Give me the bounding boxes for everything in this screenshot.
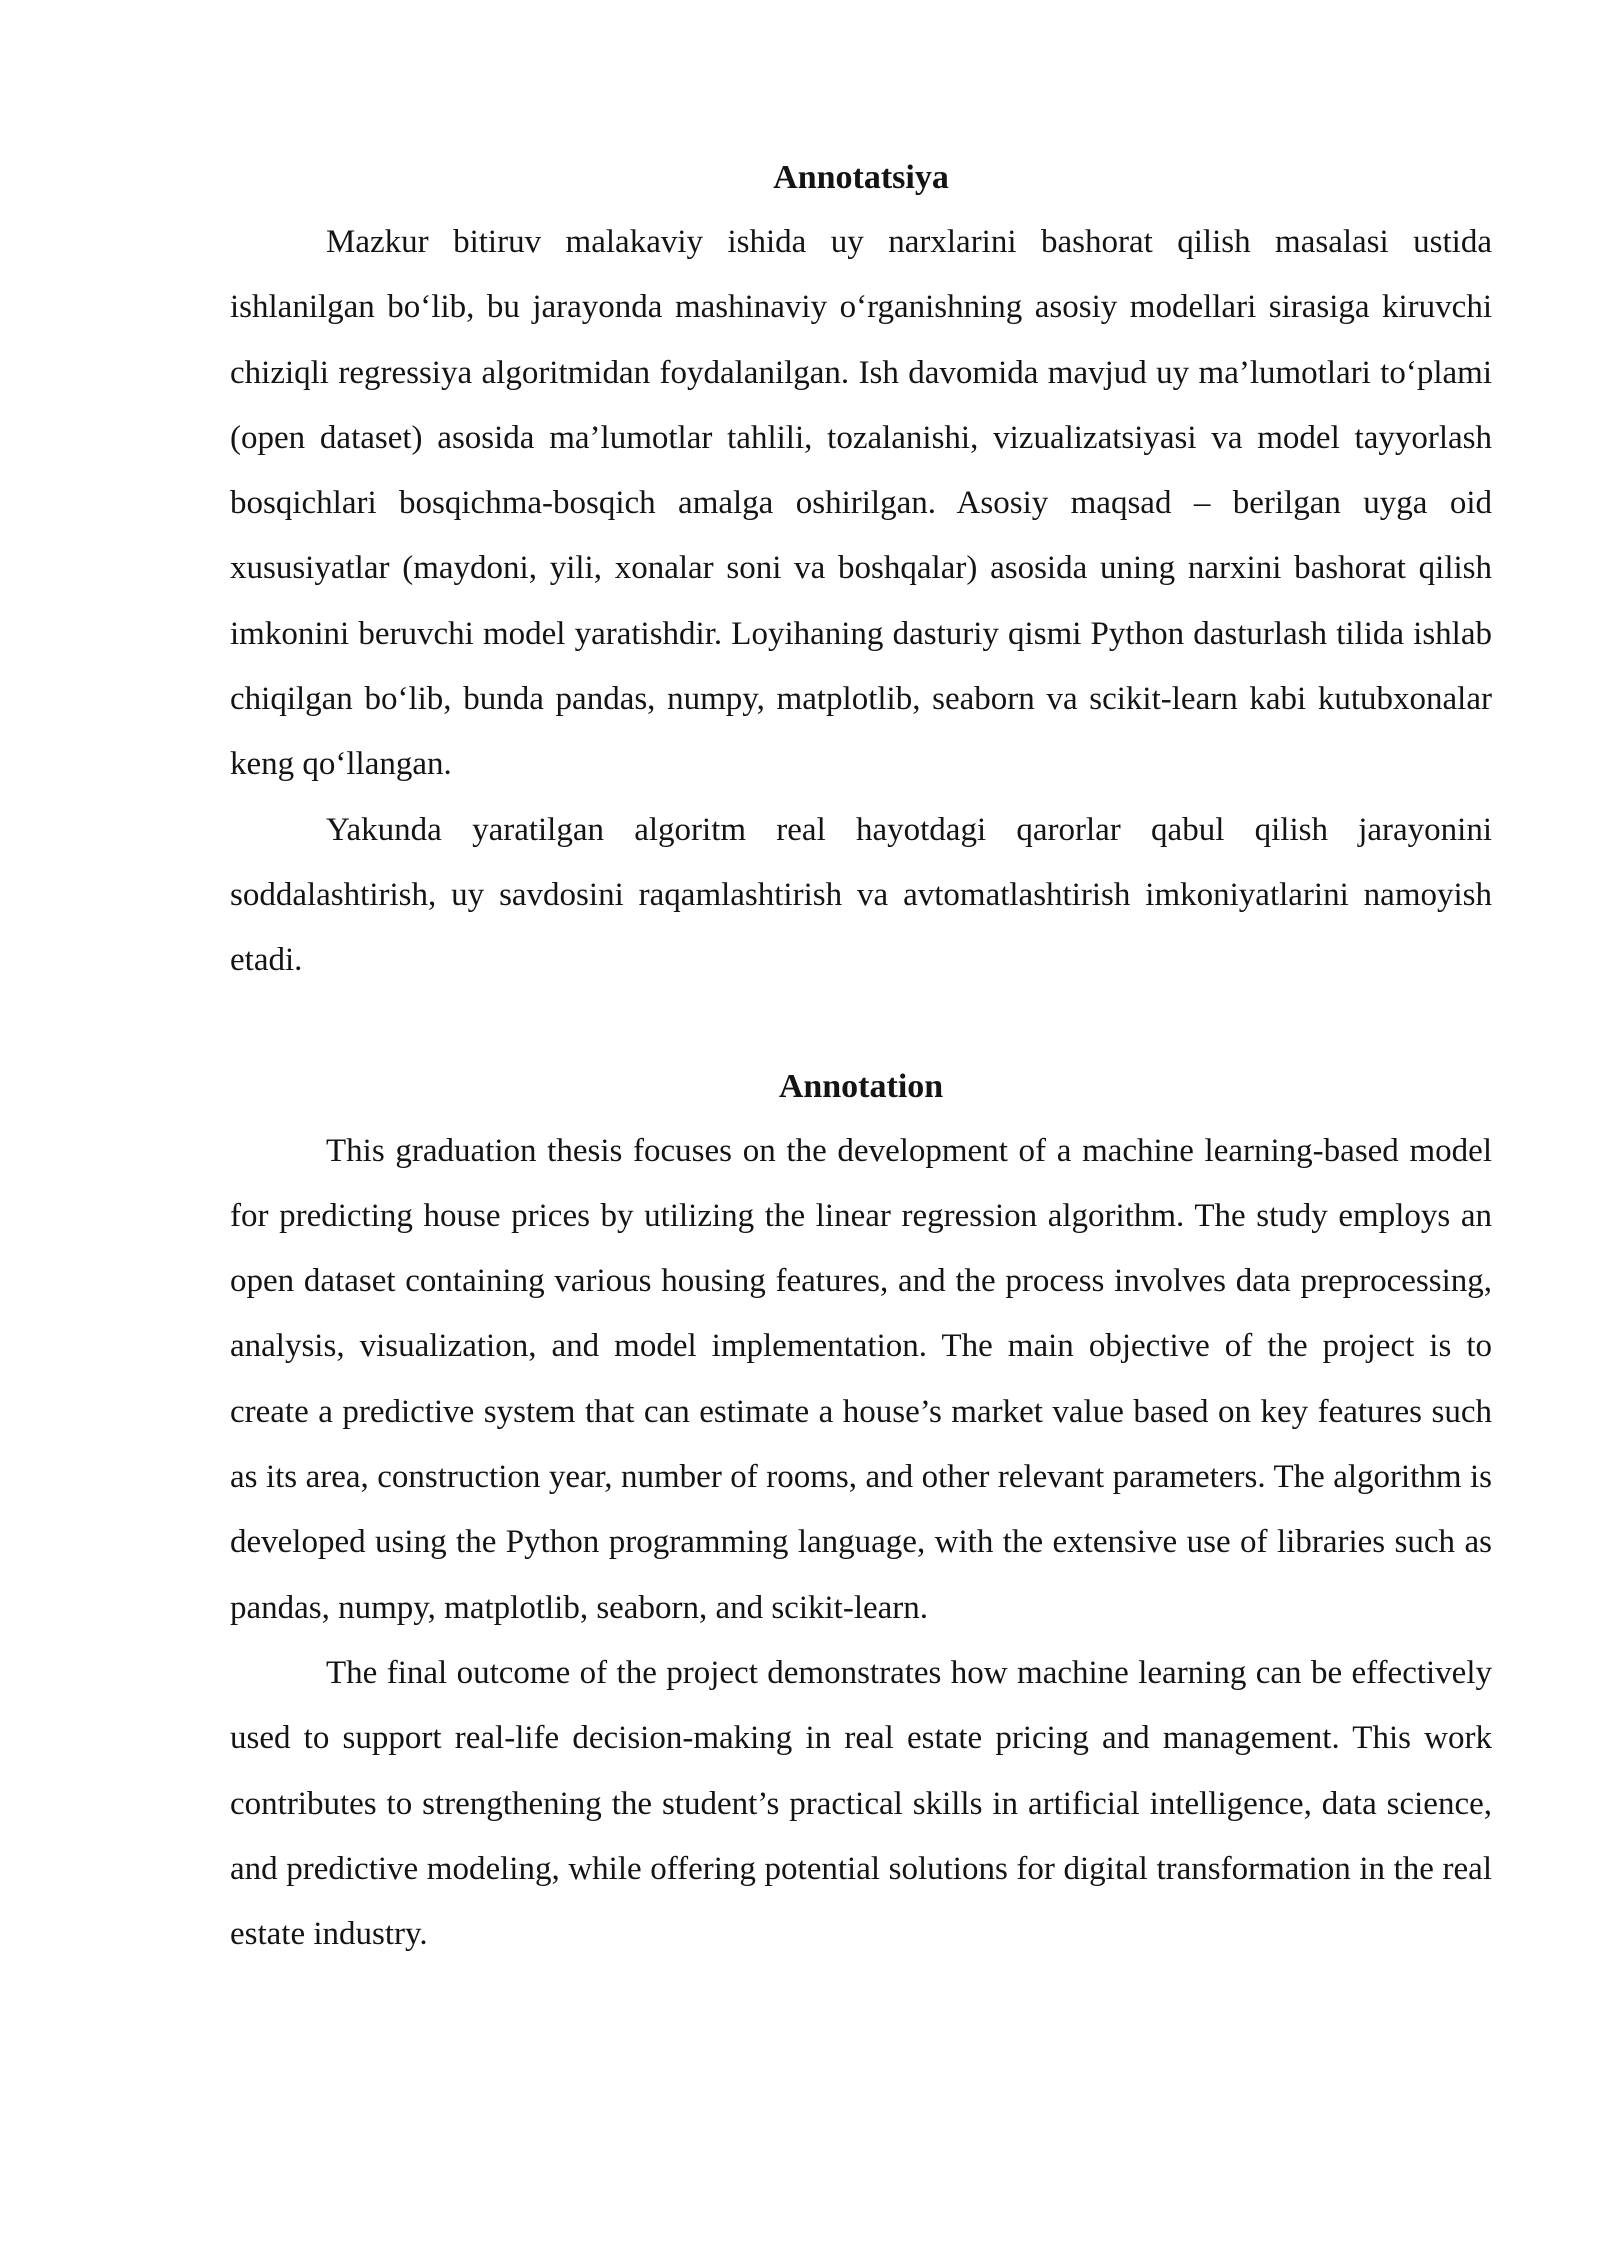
body-paragraph: The final outcome of the project demonstrates how machine learning can be effectively used to support real-life decision-making in real estate pricing and management. This work contributes to strengthening the student’s practical skills in artificial intelligence, data science, and predictive modeling, while offering potential solutions for digital transformation in the real estate industry. — [230, 1654, 1492, 1953]
body-paragraph: Yakunda yaratilgan algoritm real hayotdagi qarorlar qabul qilish jarayonini soddalashtirish, uy savdosini raqamlashtirish va avtomatlashtirish imkoniyatlarini namoyish etadi. — [230, 811, 1492, 979]
section-heading: Annotation — [778, 1067, 944, 1105]
section-annotation — [230, 1054, 1492, 1968]
body-paragraph: Mazkur bitiruv malakaviy ishida uy narxlarini bashorat qilish masalasi ustida ishlanilgan bo‘lib, bu jarayonda mashinaviy o‘rganishning asosiy modellari sirasiga kiruvchi chiziqli regressiya algoritmidan foydalanilgan. Ish davomida mavjud uy ma’lumotlari to‘plami (open dataset) asosida ma’lumotlar tahlili, tozalanishi, vizualizatsiyasi va model tayyorlash bosqichlari bosqichma-bosqich amalga oshirilgan. Asosiy maqsad – berilgan uyga oid xususiyatlar (maydoni, yili, xonalar soni va boshqalar) asosida uning narxini bashorat qilish imkonini beruvchi model yaratishdir. Loyihaning dasturiy qismi Python dasturlash tilida ishlab chiqilgan bo‘lib, bunda pandas, numpy, matplotlib, seaborn va scikit-learn kabi kutubxonalar keng qo‘llangan. — [230, 224, 1492, 783]
section-heading: Annotatsiya — [773, 159, 949, 196]
page-content — [230, 145, 1492, 1967]
section-annotatsiya — [230, 145, 1492, 994]
body-paragraph: This graduation thesis focuses on the development of a machine learning-based model for predicting house prices by utilizing the linear regression algorithm. The study employs an open dataset containing various housing features, and the process involves data preprocessing, analysis, visualization, and model implementation. The main objective of the project is to create a predictive system that can estimate a house’s market value based on key features such as its area, construction year, number of rooms, and other relevant parameters. The algorithm is developed using the Python programming language, with the extensive use of libraries such as pandas, numpy, matplotlib, seaborn, and scikit-learn. — [230, 1132, 1492, 1626]
